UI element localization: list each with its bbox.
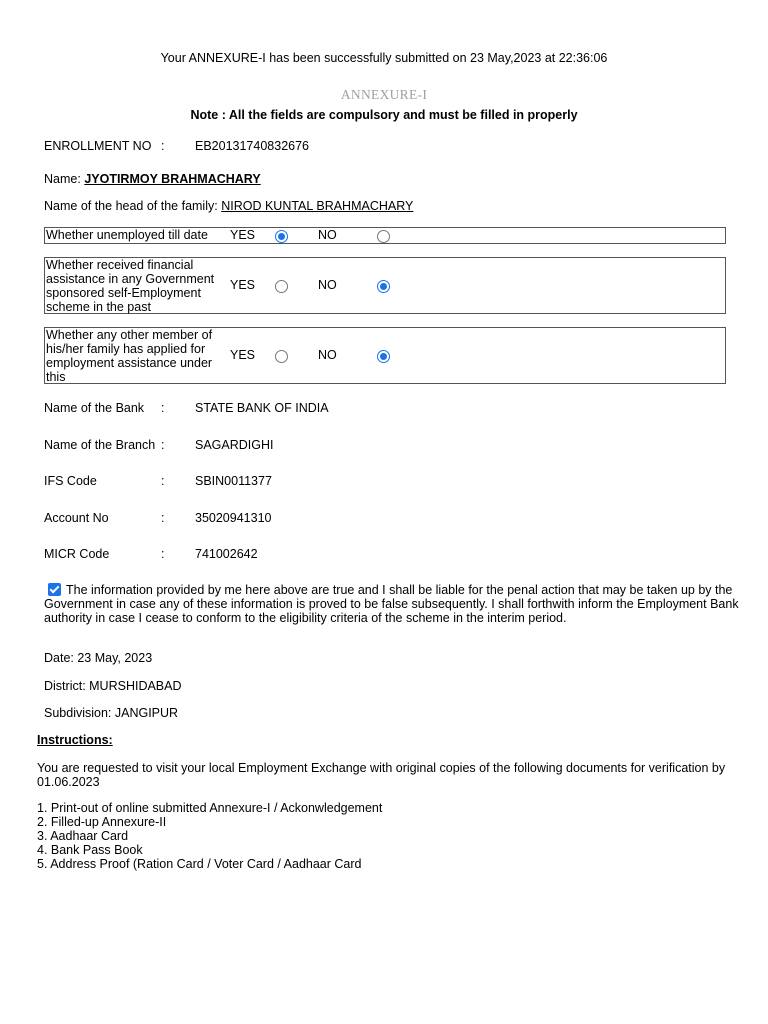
enrollment-value: EB20131740832676	[195, 139, 310, 153]
list-item: 5. Address Proof (Ration Card / Voter Card / Aadhaar Card	[37, 857, 362, 871]
no-radio[interactable]	[377, 350, 390, 363]
applicant-name-label: Name:	[44, 172, 81, 186]
enrollment-colon: :	[161, 139, 165, 153]
yes-label: YES	[230, 348, 256, 362]
no-radio[interactable]	[377, 230, 390, 243]
bank-name-label: Name of the Bank	[44, 401, 145, 415]
micr-value: 741002642	[195, 547, 258, 561]
no-label: NO	[318, 228, 337, 242]
account-label: Account No	[44, 511, 109, 525]
head-of-family-value: NIROD KUNTAL BRAHMACHARY	[221, 199, 414, 213]
page-title: ANNEXURE-I	[340, 87, 428, 102]
question-text: Whether any other member of his/her family has applied for employment assistance under this	[46, 328, 213, 384]
submission-success-message: Your ANNEXURE-I has been successfully submitted on 23 May,2023 at 22:36:06	[160, 51, 608, 65]
head-of-family-row	[44, 199, 413, 213]
instructions-paragraph: You are requested to visit your local Employment Exchange with original copies of the following documents for verification by 01.06.2023	[37, 761, 726, 789]
enrollment-label: ENROLLMENT NO	[44, 139, 152, 153]
list-item: 3. Aadhaar Card	[37, 829, 129, 843]
no-label: NO	[318, 278, 337, 292]
branch-label: Name of the Branch	[44, 438, 156, 452]
head-of-family-label: Name of the head of the family:	[44, 199, 218, 213]
submission-date: Date: 23 May, 2023	[44, 651, 153, 665]
list-item: 1. Print-out of online submitted Annexure-I / Ackonwledgement	[37, 801, 383, 815]
account-value: 35020941310	[195, 511, 272, 525]
question-financial-assistance	[44, 257, 726, 314]
compulsory-note: Note : All the fields are compulsory and must be filled in properly	[190, 108, 578, 122]
bank-name-value: STATE BANK OF INDIA	[195, 401, 329, 415]
list-item: 2. Filled-up Annexure-II	[37, 815, 167, 829]
branch-colon: :	[161, 438, 165, 452]
ifsc-value: SBIN0011377	[195, 474, 272, 488]
district: District: MURSHIDABAD	[44, 679, 182, 693]
no-radio[interactable]	[377, 280, 390, 293]
question-text: Whether received financial assistance in any Government sponsored self-Employment scheme in the past	[46, 258, 215, 314]
ifsc-colon: :	[161, 474, 165, 488]
ifsc-label: IFS Code	[44, 474, 97, 488]
list-item: 4. Bank Pass Book	[37, 843, 143, 857]
bank-name-colon: :	[161, 401, 165, 415]
yes-radio[interactable]	[275, 350, 288, 363]
yes-label: YES	[230, 278, 256, 292]
micr-label: MICR Code	[44, 547, 110, 561]
micr-colon: :	[161, 547, 165, 561]
applicant-name-row	[44, 172, 261, 186]
question-unemployed	[44, 227, 726, 244]
branch-value: SAGARDIGHI	[195, 438, 274, 452]
question-text: Whether unemployed till date	[46, 228, 208, 242]
yes-radio[interactable]	[275, 280, 288, 293]
instructions-heading: Instructions:	[37, 733, 113, 747]
question-family-member-applied	[44, 327, 726, 384]
no-label: NO	[318, 348, 337, 362]
account-colon: :	[161, 511, 165, 525]
documents-list	[37, 801, 382, 871]
yes-label: YES	[230, 228, 256, 242]
applicant-name-value: JYOTIRMOY BRAHMACHARY	[84, 172, 261, 186]
subdivision: Subdivision: JANGIPUR	[44, 706, 179, 720]
yes-radio[interactable]	[275, 230, 288, 243]
declaration-text: The information provided by me here above are true and I shall be liable for the penal action that may be taken up by the Government in case any of these information is proved to be false subsequently. I shall forthwith inform the Employment Bank authority in case I cease to conform to the eligibility criteria of the scheme in the interim period.	[44, 583, 739, 625]
